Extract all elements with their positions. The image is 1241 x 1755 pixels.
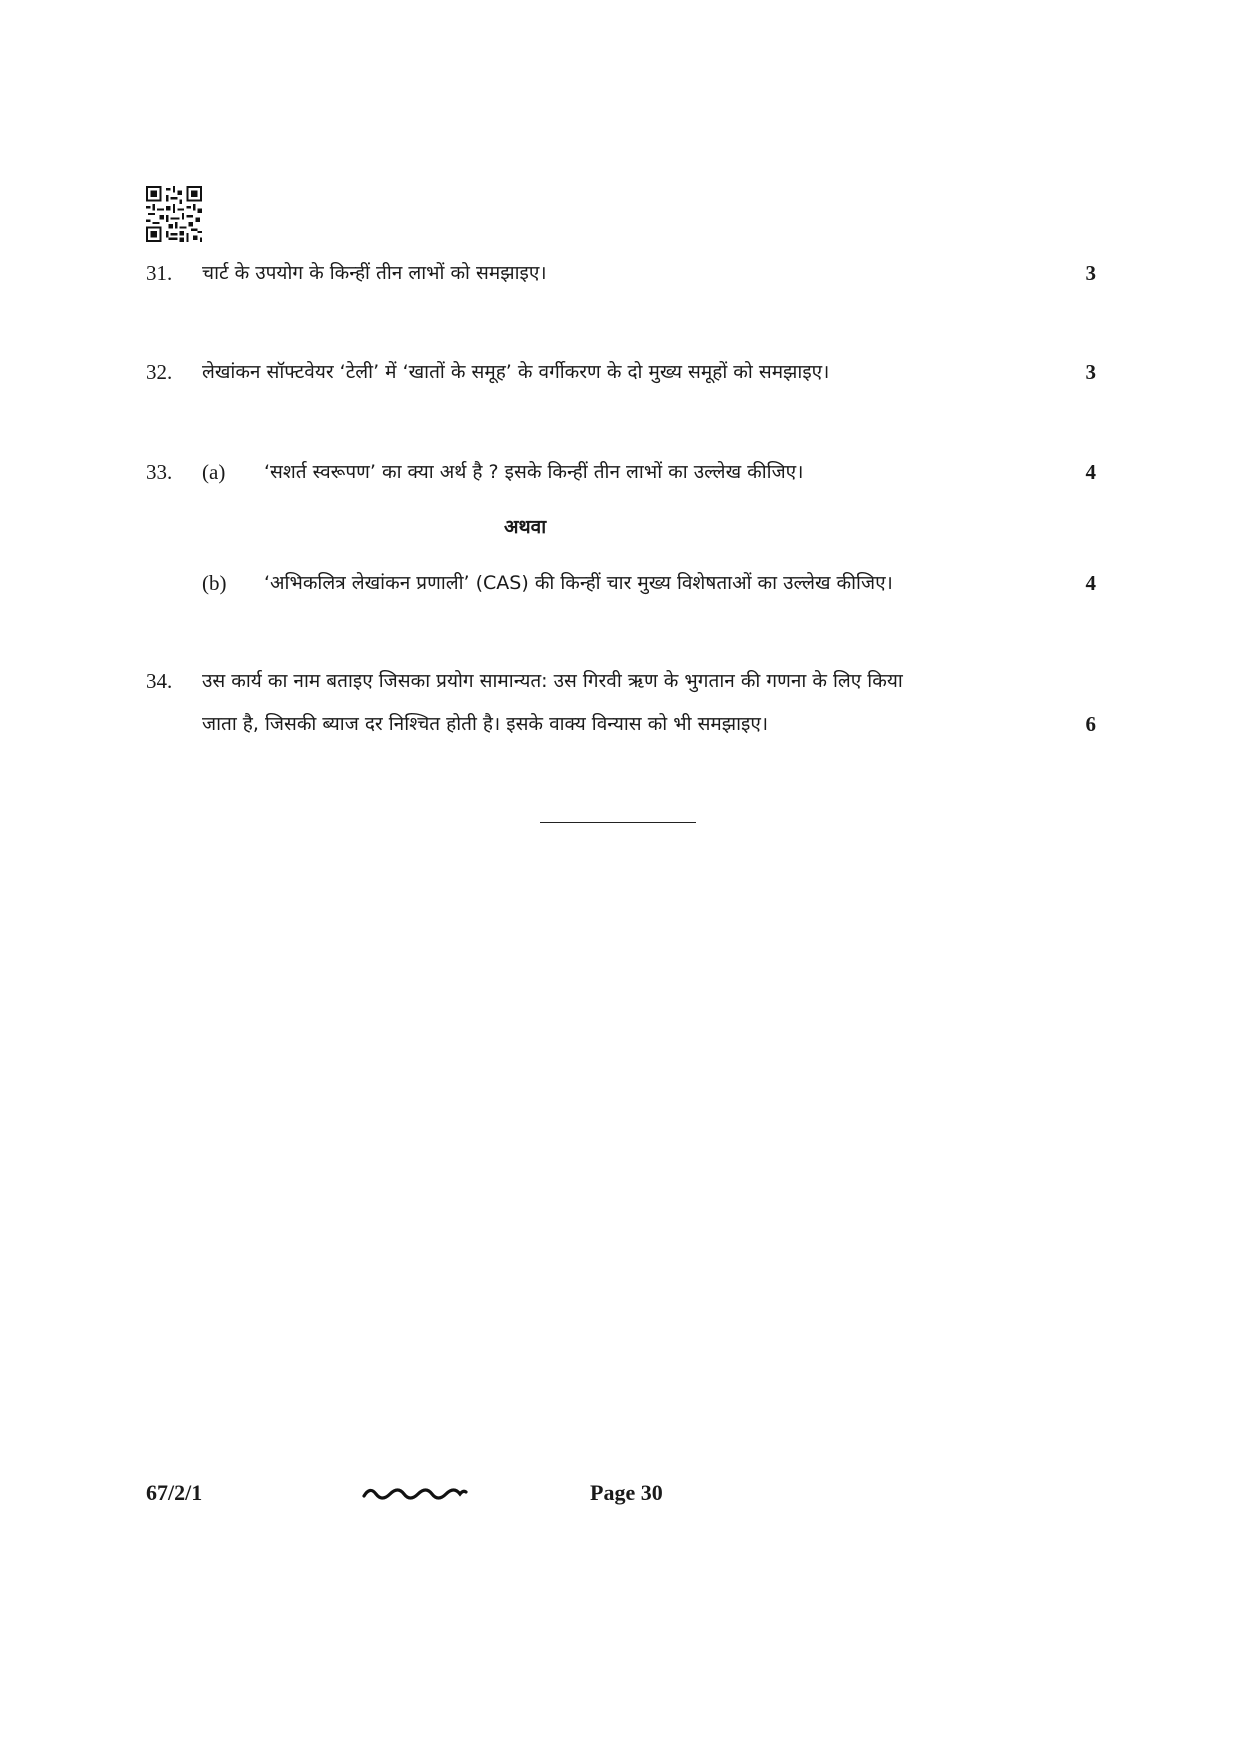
question-marks: 4	[1085, 571, 1096, 595]
or-separator	[146, 512, 1096, 542]
question-part-label: (b)	[202, 571, 227, 595]
or-label: अथवा	[504, 516, 547, 538]
question-33a	[146, 457, 1096, 487]
question-text: लेखांकन सॉफ्टवेयर ‘टेली’ में ‘खातों के समूह’ के वर्गीकरण के दो मुख्य समूहों को समझाइए।	[202, 361, 830, 383]
page-number: Page 30	[590, 1480, 663, 1505]
question-number: 31.	[146, 261, 173, 285]
question-part-label: (a)	[202, 460, 226, 484]
wave-ornament-icon	[362, 1484, 468, 1504]
question-31	[146, 258, 1096, 288]
question-text: ‘अभिकलित्र लेखांकन प्रणाली’ (CAS) की किन्हीं चार मुख्य विशेषताओं का उल्लेख कीजिए।	[264, 572, 893, 594]
question-number: 33.	[146, 460, 173, 484]
question-34	[146, 666, 1096, 736]
question-text: चार्ट के उपयोग के किन्हीं तीन लाभों को समझाइए।	[202, 262, 547, 284]
question-number: 32.	[146, 360, 173, 384]
question-marks: 3	[1085, 261, 1096, 285]
qr-code	[146, 186, 202, 242]
question-text-line-1: उस कार्य का नाम बताइए जिसका प्रयोग सामान्यत: उस गिरवी ऋण के भुगतान की गणना के लिए किया	[202, 670, 903, 692]
question-33b	[146, 568, 1096, 598]
paper-code: 67/2/1	[146, 1480, 203, 1505]
question-marks: 6	[1085, 712, 1096, 736]
question-number: 34.	[146, 669, 173, 693]
question-text: ‘सशर्त स्वरूपण’ का क्या अर्थ है ? इसके किन्हीं तीन लाभों का उल्लेख कीजिए।	[264, 461, 804, 483]
question-marks: 3	[1085, 360, 1096, 384]
question-marks: 4	[1085, 460, 1096, 484]
end-divider	[540, 822, 696, 823]
question-text-line-2: जाता है, जिसकी ब्याज दर निश्चित होती है। इसके वाक्य विन्यास को भी समझाइए।	[202, 713, 769, 735]
question-32	[146, 357, 1096, 387]
